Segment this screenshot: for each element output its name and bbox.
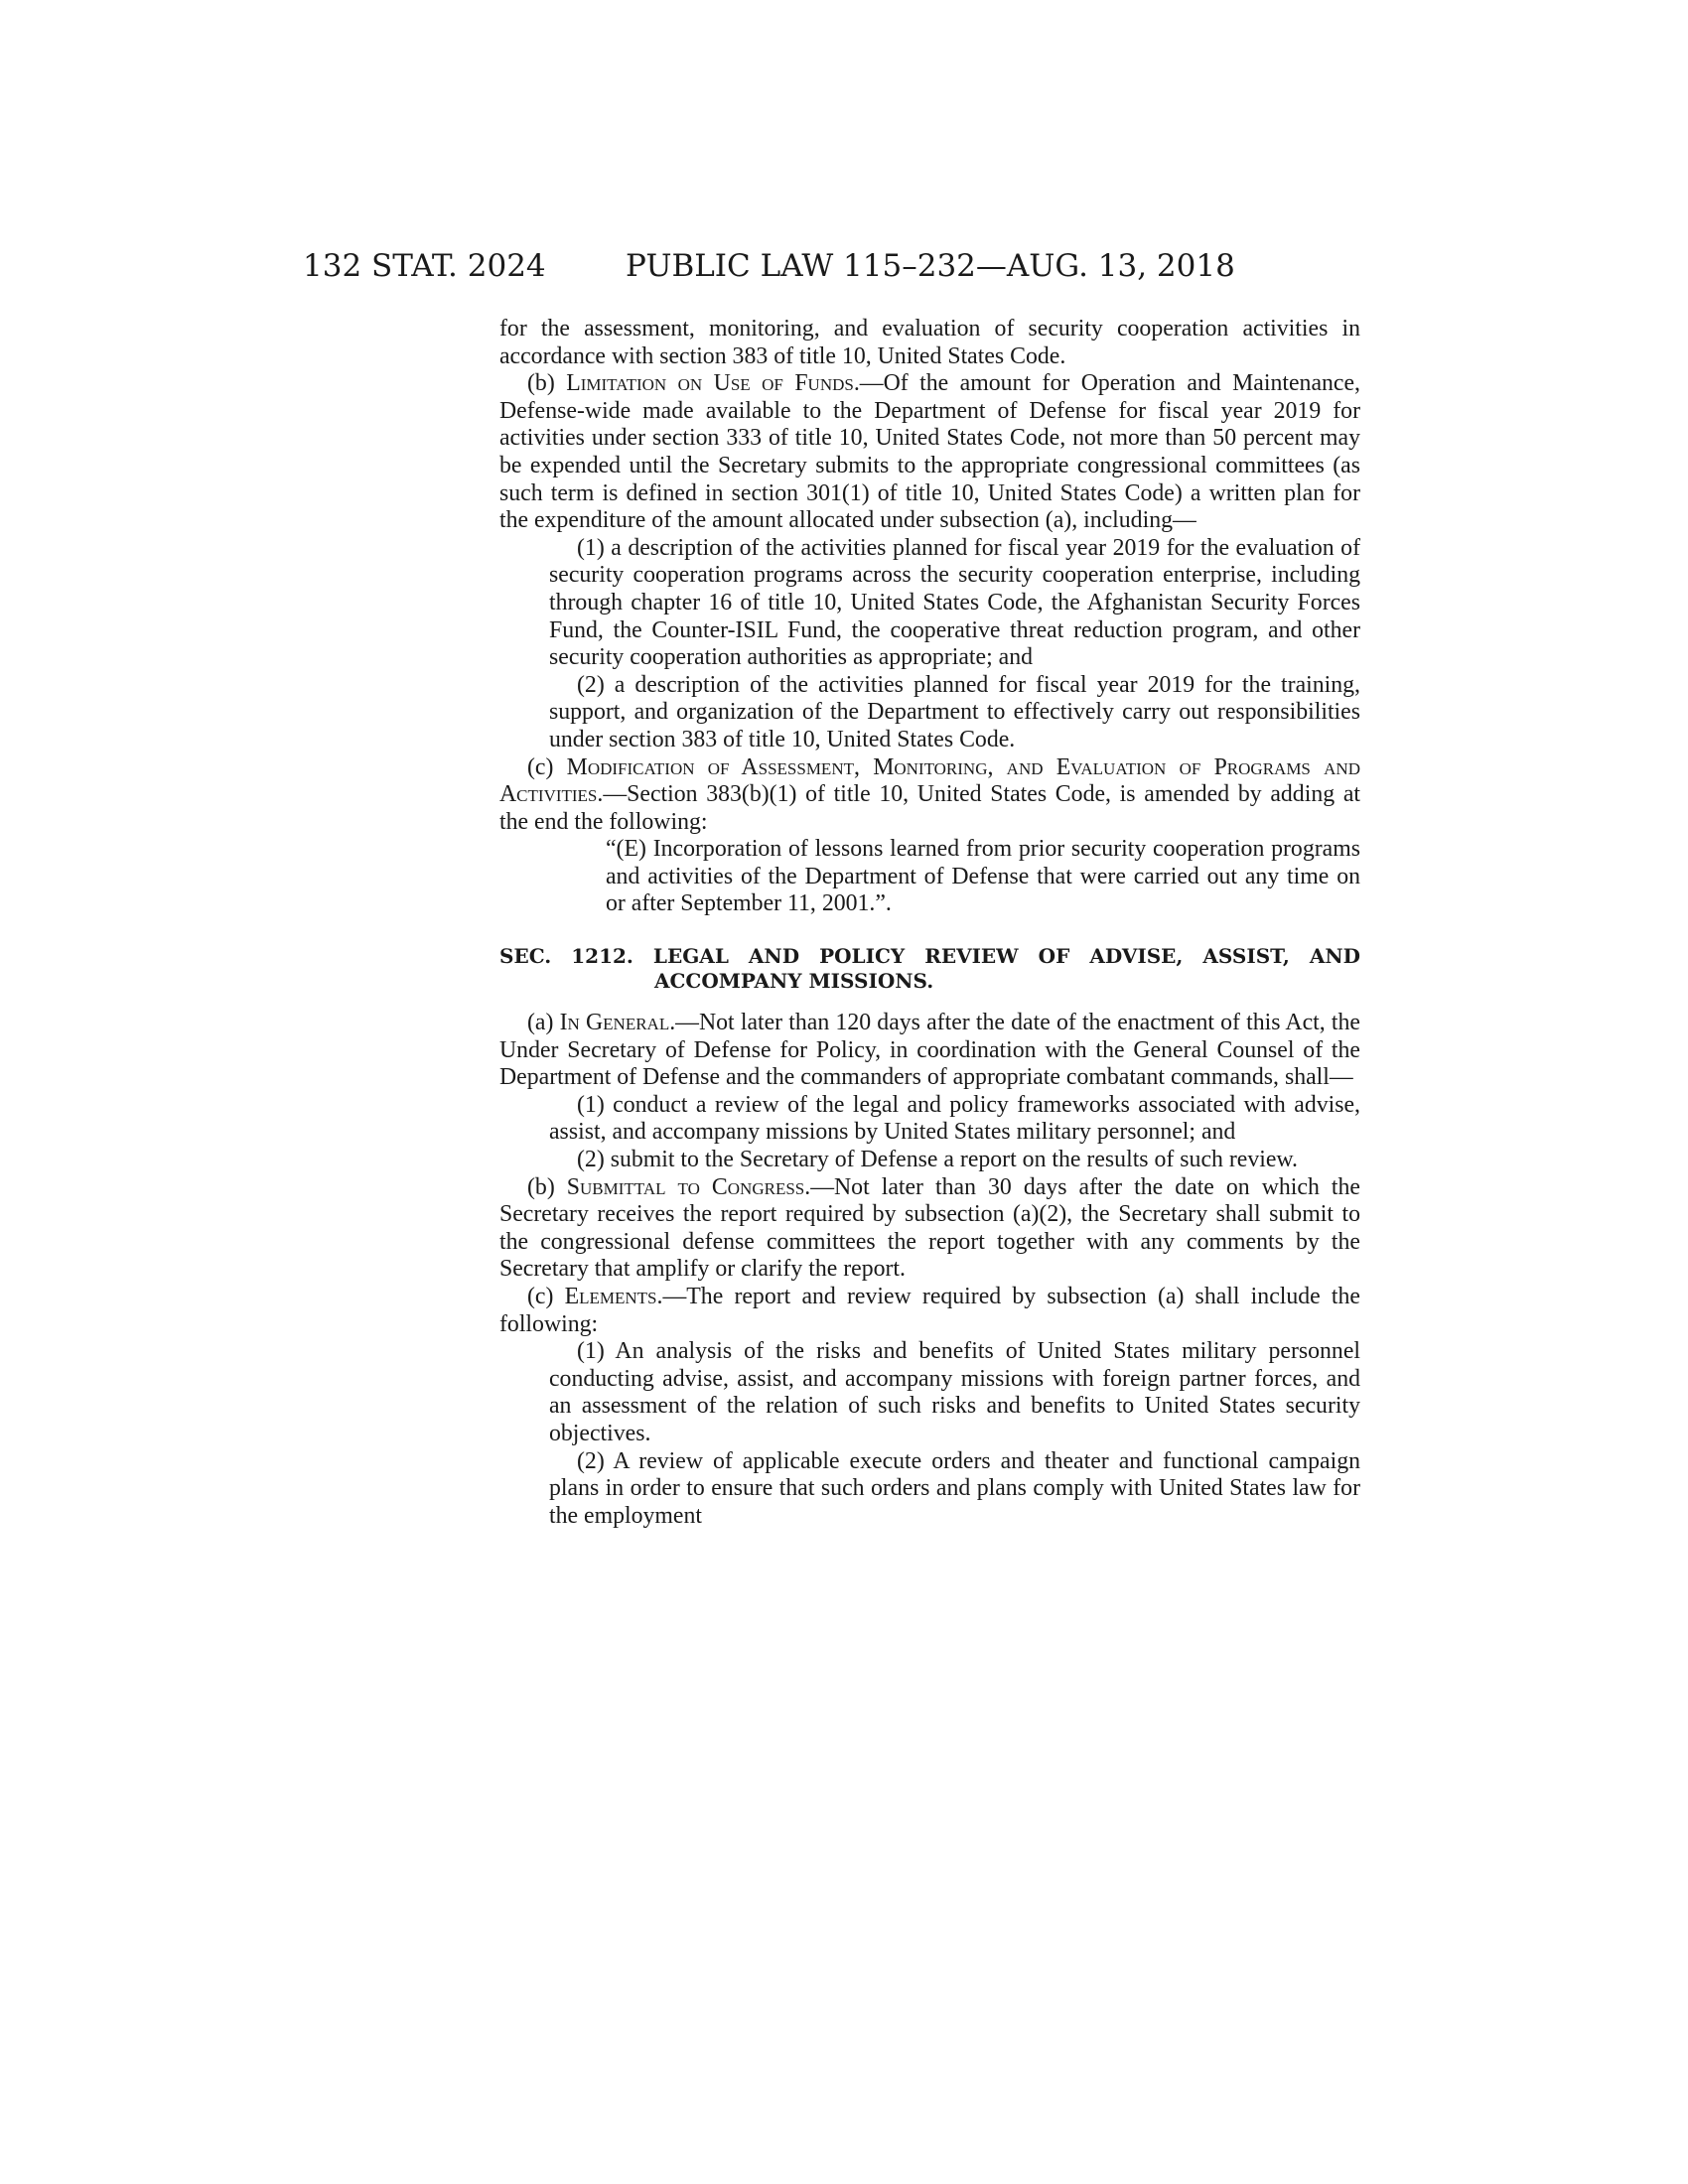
subsection-label: (b) <box>527 370 567 397</box>
subsection-heading: Submittal to Congress. <box>566 1173 811 1200</box>
subsection-label: (c) <box>527 1284 565 1309</box>
paragraph-b1: (1) a description of the activities planned for fiscal year 2019 for the evaluation of security cooperation programs across the security cooperation enterprise, including through chapter 16 of title 10, United States Code, the Afghanistan Security Forces Fund, the Counter-ISIL Fund, the cooperative threat reduction program, and other security cooperation authorities as appropriate; and <box>549 534 1360 671</box>
paragraph-c2: (2) A review of applicable execute orders and theater and functional campaign plans in order to ensure that such orders and plans comply with United States law for the employment <box>549 1447 1360 1529</box>
paragraph-a1: (1) conduct a review of the legal and policy frameworks associated with advise, assist, and accompany missions by United States military personnel; and <box>549 1091 1360 1146</box>
subsection-heading: In General. <box>559 1010 676 1036</box>
subsection-c <box>499 754 1360 837</box>
subsection-text: —The report and review required by subsection (a) shall include the following: <box>499 1284 1360 1337</box>
section-a <box>499 1010 1360 1092</box>
stat-page-number: 132 STAT. 2024 <box>303 248 546 284</box>
paragraph-c1: (1) An analysis of the risks and benefits of United States military personnel conducting advise, assist, and accompany missions with foreign partner forces, and an assessment of the relation of such risks and benefits to United States security objectives. <box>549 1338 1360 1446</box>
public-law-title: PUBLIC LAW 115–232—AUG. 13, 2018 <box>626 248 1235 284</box>
section-c <box>499 1284 1360 1338</box>
subsection-text: —Of the amount for Operation and Maintenance, Defense-wide made available to the Department of Defense for fiscal year 2019 for activities under section 333 of title 10, United States Code, not more than 50 percent may be expended until the Secretary submits to the appropriate congressional committees (as such term is defined in section 301(1) of title 10, United States Code) a written plan for the expenditure of the amount allocated under subsection (a), including— <box>499 370 1360 534</box>
paragraph-intro: for the assessment, monitoring, and evaluation of security cooperation activities in accordance with section 383 of title 10, United States Code. <box>499 316 1360 369</box>
subsection-text: —Not later than 30 days after the date on which the Secretary receives the report required by subsection (a)(2), the Secretary shall submit to the congressional defense committees the report together with any comments by the Secretary that amplify or clarify the report. <box>499 1173 1360 1283</box>
section-b <box>499 1174 1360 1284</box>
subsection-text: —Section 383(b)(1) of title 10, United States Code, is amended by adding at the end the following: <box>499 781 1360 835</box>
subsection-heading: Limitation on Use of Funds. <box>566 370 860 397</box>
page-header <box>303 246 1425 286</box>
subsection-label: (b) <box>527 1173 567 1200</box>
subsection-text: —Not later than 120 days after the date of the enactment of this Act, the Under Secretary of Defense for Policy, in coordination with the General Counsel of the Department of Defense and the commanders of appropriate combatant commands, shall— <box>499 1010 1360 1091</box>
subsection-heading: Elements. <box>564 1284 663 1309</box>
subsection-heading: Modification of Assessment, Monitoring, and Evaluation of Programs and Activities. <box>499 753 1360 808</box>
subsection-label: (c) <box>527 753 567 780</box>
paragraph-a2: (2) submit to the Secretary of Defense a report on the results of such review. <box>577 1147 1299 1173</box>
subsection-b <box>499 370 1360 535</box>
document-body <box>499 316 1360 1530</box>
subsection-label: (a) <box>527 1010 560 1036</box>
paragraph-b2: (2) a description of the activities planned for fiscal year 2019 for the training, support, and organization of the Department to effectively carry out responsibilities under section 383 of title 10, United States Code. <box>549 671 1360 752</box>
section-heading: SEC. 1212. LEGAL AND POLICY REVIEW OF ADVISE, ASSIST, AND ACCOMPANY MISSIONS. <box>499 944 1360 994</box>
quoted-amendment: “(E) Incorporation of lessons learned from prior security cooperation programs and activities of the Department of Defense that were carried out any time on or after September 11, 2001.”. <box>606 836 1360 917</box>
